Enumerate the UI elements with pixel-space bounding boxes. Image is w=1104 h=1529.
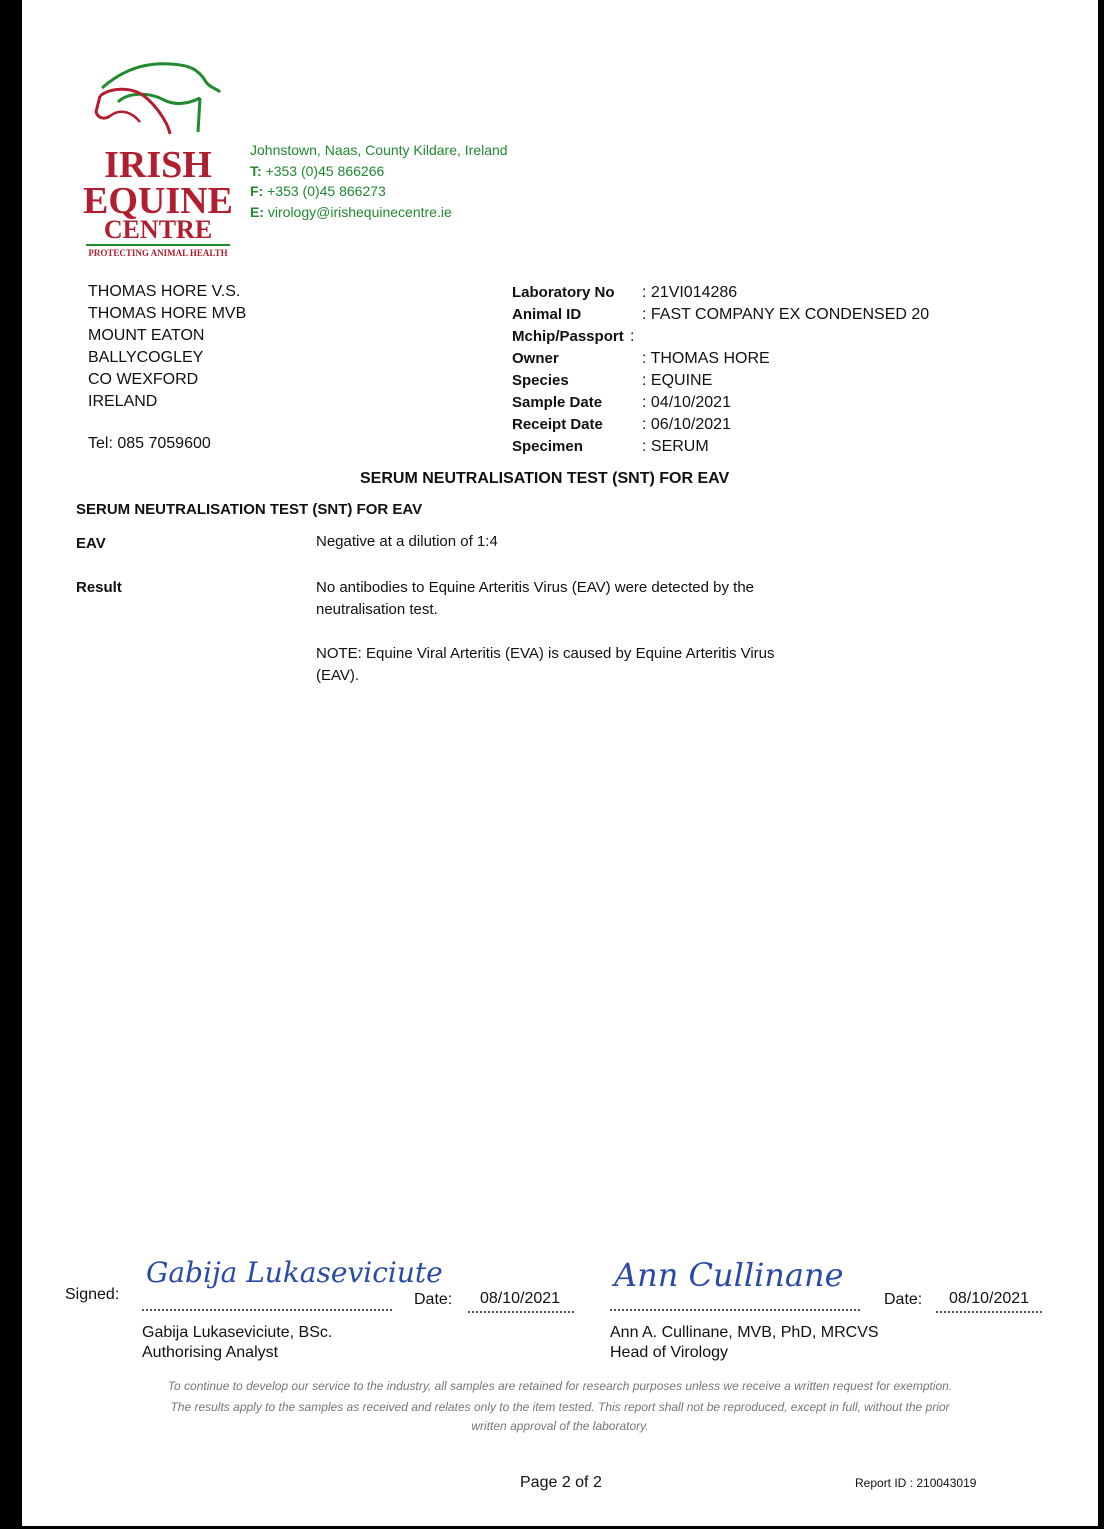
footer-note: The results apply to the samples as received and relates only to the item tested. This report shall not be reproduced, except in full, without the prior [170, 1400, 950, 1414]
lab-value: : 06/10/2021 [642, 416, 731, 433]
note-text [316, 643, 775, 687]
lab-value: : 04/10/2021 [642, 394, 731, 411]
section-title: SERUM NEUTRALISATION TEST (SNT) FOR EAV [76, 501, 423, 518]
note-line: NOTE: Equine Viral Arteritis (EVA) is caused by Equine Arteritis Virus [316, 645, 775, 662]
left-signer-name: Gabija Lukaseviciute, BSc. [142, 1324, 333, 1341]
lab-label: Owner [512, 350, 559, 367]
report-id: Report ID : 210043019 [855, 1476, 977, 1490]
lab-label: Specimen [512, 438, 583, 455]
result-text [316, 577, 754, 621]
contact-email: E: virology@irishequinecentre.ie [250, 203, 452, 220]
lab-value: : 21VI014286 [642, 284, 738, 301]
left-date-line [468, 1310, 574, 1313]
lab-label: Receipt Date [512, 416, 603, 433]
result-line: No antibodies to Equine Arteritis Virus (EAV) were detected by the [316, 579, 755, 596]
logo-tagline: PROTECTING ANIMAL HEALTH [88, 248, 228, 258]
lab-value: : FAST COMPANY EX CONDENSED 20 [642, 306, 930, 323]
contact-fax: F: +353 (0)45 866273 [250, 183, 386, 199]
right-signer-role: Head of Virology [610, 1344, 728, 1361]
left-signer-role: Authorising Analyst [142, 1344, 279, 1361]
report-title: SERUM NEUTRALISATION TEST (SNT) FOR EAV [360, 470, 730, 487]
report-page [22, 0, 1098, 1526]
lab-label: Animal ID [512, 306, 582, 323]
contact-phone: T: +353 (0)45 866266 [250, 162, 385, 179]
logo-rule [86, 244, 230, 246]
right-date-label: Date: [884, 1291, 923, 1308]
right-signature: Ann Cullinane [614, 1256, 844, 1294]
lab-info [512, 282, 930, 458]
signed-label: Signed: [65, 1286, 120, 1303]
note-line: (EAV). [316, 667, 360, 684]
left-signature-line [142, 1308, 392, 1311]
recipient-line: MOUNT EATON [88, 327, 205, 344]
page-number: Page 2 of 2 [520, 1474, 602, 1491]
lab-label: Sample Date [512, 394, 603, 411]
footer-note: To continue to develop our service to the industry, all samples are retained for research purposes unless we receive a written request for exemption. [167, 1379, 953, 1393]
recipient-line: BALLYCOGLEY [88, 349, 204, 366]
recipient-line: CO WEXFORD [88, 371, 199, 388]
right-signature-line [610, 1308, 860, 1311]
logo-line-centre: CENTRE [103, 215, 213, 244]
footer-note: written approval of the laboratory. [471, 1419, 649, 1433]
logo [80, 58, 236, 263]
eav-label: EAV [76, 535, 106, 552]
left-date: 08/10/2021 [480, 1290, 561, 1307]
eav-value: Negative at a dilution of 1:4 [316, 533, 498, 550]
lab-value: : THOMAS HORE [642, 350, 770, 367]
result-label: Result [76, 579, 122, 596]
right-date-line [936, 1310, 1042, 1313]
recipient-address [88, 281, 246, 413]
recipient-line: THOMAS HORE V.S. [88, 283, 241, 300]
horse-logo-icon [80, 58, 236, 140]
result-line: neutralisation test. [316, 601, 438, 618]
logo-line-equine: EQUINE [83, 180, 233, 222]
contact-address: Johnstown, Naas, County Kildare, Ireland [250, 142, 508, 158]
recipient-line: IRELAND [88, 393, 158, 410]
lab-value: : EQUINE [642, 372, 713, 389]
left-signature: Gabija Lukaseviciute [146, 1256, 443, 1289]
logo-line-irish: IRISH [104, 144, 212, 186]
recipient-tel: Tel: 085 7059600 [88, 435, 211, 452]
lab-label: Laboratory No [512, 284, 615, 301]
lab-label: Species [512, 372, 569, 389]
left-date-label: Date: [414, 1291, 453, 1308]
right-date: 08/10/2021 [949, 1290, 1030, 1307]
lab-value: : SERUM [642, 438, 709, 455]
recipient-line: THOMAS HORE MVB [88, 305, 247, 322]
lab-value: : [630, 328, 635, 345]
lab-label: Mchip/Passport [512, 328, 624, 345]
contact-block [250, 140, 508, 222]
right-signer-name: Ann A. Cullinane, MVB, PhD, MRCVS [610, 1324, 879, 1341]
